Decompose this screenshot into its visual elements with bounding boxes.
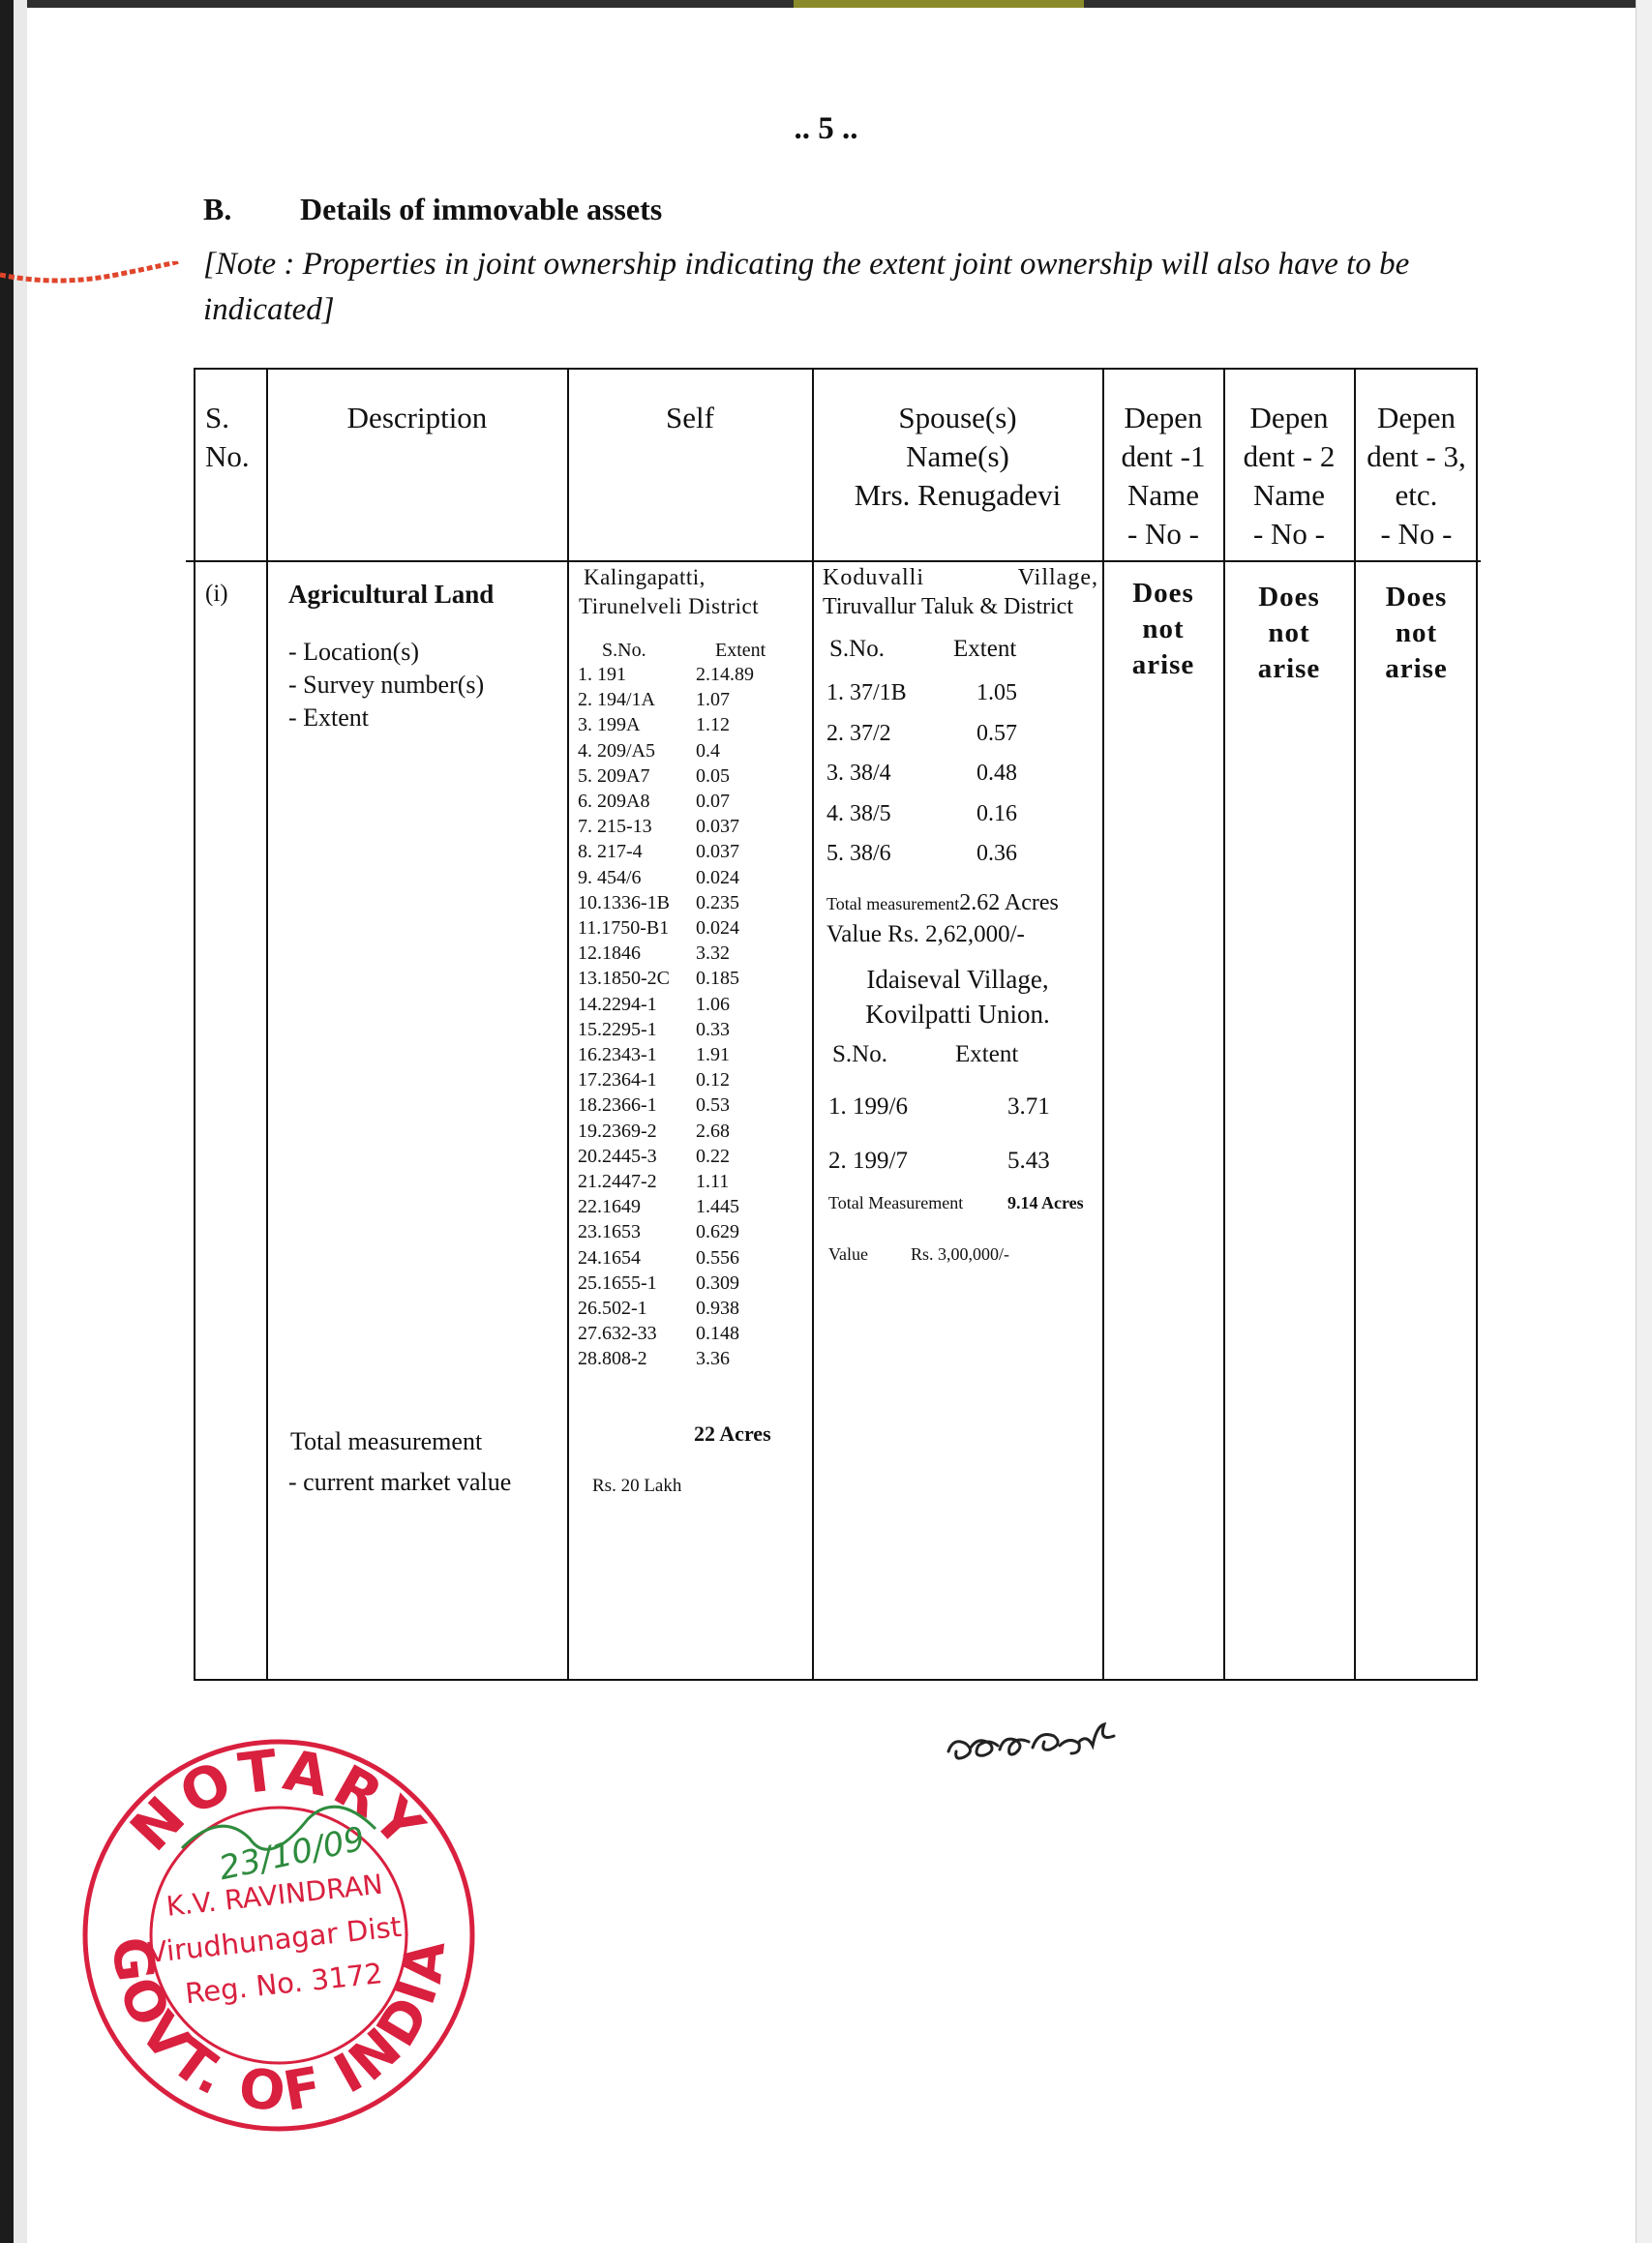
survey-number: 3. 199A	[578, 714, 641, 736]
extent-value: 0.33	[696, 1018, 730, 1040]
self-plot-row	[578, 941, 754, 966]
spouse-col-sno-2: S.No.	[832, 1041, 887, 1067]
survey-number: 15.2295-1	[578, 1018, 657, 1040]
self-value: Rs. 20 Lakh	[592, 1476, 682, 1496]
self-plot-row	[578, 662, 754, 687]
survey-number: 20.2445-3	[578, 1145, 657, 1167]
self-plot-row	[578, 1042, 754, 1067]
section-letter: B.	[203, 192, 232, 226]
spouse-col-extent-2: Extent	[955, 1041, 1019, 1067]
spouse-plot-list-2	[828, 1080, 1050, 1188]
self-plot-row	[578, 839, 754, 864]
survey-number: 12.1846	[578, 942, 641, 965]
self-total: 22 Acres	[694, 1421, 771, 1446]
self-plot-row	[578, 992, 754, 1017]
spouse-col-extent: Extent	[953, 636, 1017, 662]
survey-number: 9. 454/6	[578, 866, 642, 888]
stamp-reg: Reg. No. 3172	[183, 1957, 384, 2011]
spouse-value-2: Value Rs. 3,00,000/-	[828, 1244, 1010, 1264]
extent-value: 1.06	[696, 993, 730, 1015]
spouse-total-2: Total Measurement 9.14 Acres	[828, 1193, 1084, 1212]
spouse-plot-row	[828, 1080, 1050, 1134]
self-plot-row	[578, 1321, 754, 1346]
extent-value: 1.445	[696, 1196, 739, 1218]
extent-value: 0.024	[696, 917, 739, 940]
survey-number: 6. 209A8	[578, 791, 650, 813]
self-plot-row	[578, 1092, 754, 1118]
extent-value: 0.148	[696, 1323, 739, 1345]
stamp-top-text: NOTARY	[117, 1736, 440, 1865]
self-plot-row	[578, 966, 754, 991]
survey-number: 8. 217-4	[578, 841, 643, 863]
survey-number: 24.1654	[578, 1246, 641, 1269]
section-note: [Note : Properties in joint ownership indicating the extent joint ownership will also have to be indicated]	[203, 247, 1410, 327]
spouse-plot-row	[826, 834, 1017, 875]
extent-value: 0.309	[696, 1271, 739, 1294]
spouse-plot-row	[826, 714, 1017, 755]
survey-number: 21.2447-2	[578, 1171, 657, 1193]
spouse-plot-row	[826, 673, 1017, 714]
assets-table	[194, 368, 1478, 1681]
survey-number: 25.1655-1	[578, 1271, 657, 1294]
dependent-1-value: Does not arise	[1131, 578, 1195, 680]
self-plot-row	[578, 789, 754, 814]
self-plot-row	[578, 814, 754, 839]
notary-stamp	[75, 1732, 482, 2138]
survey-number: 5. 209A7	[578, 764, 650, 787]
market-value-label: - current market value	[288, 1468, 512, 1496]
paper-edge	[14, 0, 27, 2243]
row-category: Agricultural Land	[288, 580, 495, 609]
extent-value: 1.07	[696, 689, 730, 711]
spouse-plot-list-1	[826, 673, 1017, 875]
survey-number: 3. 38/4	[826, 761, 891, 786]
header-description: Description	[346, 401, 488, 434]
self-plot-row	[578, 1144, 754, 1169]
signature	[944, 1713, 1137, 1780]
stamp-bottom-text: GOVT. OF INDIA	[99, 1933, 459, 2125]
self-plot-row	[578, 1346, 754, 1371]
self-plot-row	[578, 1169, 754, 1194]
spouse-total-1: Total measurement2.62 Acres	[826, 890, 1059, 915]
header-spouse: Spouse(s) Name(s) Mrs. Renugadevi	[854, 401, 1062, 512]
row-fields: - Location(s) - Survey number(s) - Extent	[288, 638, 485, 732]
self-col-extent: Extent	[715, 640, 766, 661]
self-col-sno: S.No.	[602, 640, 646, 661]
self-plot-row	[578, 1296, 754, 1321]
survey-number: 27.632-33	[578, 1323, 657, 1345]
survey-number: 5. 38/6	[826, 841, 891, 866]
self-plot-row	[578, 1194, 754, 1219]
section-title: Details of immovable assets	[300, 192, 663, 226]
spouse-value-1: Value Rs. 2,62,000/-	[826, 921, 1025, 947]
survey-number: 4. 209/A5	[578, 739, 655, 762]
extent-value: 5.43	[1007, 1148, 1050, 1174]
binding-thread	[0, 261, 179, 290]
survey-number: 10.1336-1B	[578, 891, 670, 913]
self-plot-row	[578, 738, 754, 763]
survey-number: 17.2364-1	[578, 1069, 657, 1092]
self-plot-row	[578, 1219, 754, 1244]
extent-value: 0.037	[696, 816, 739, 838]
self-plot-row	[578, 763, 754, 789]
survey-number: 28.808-2	[578, 1348, 647, 1370]
survey-number: 2. 194/1A	[578, 689, 655, 711]
extent-value: 0.53	[696, 1094, 730, 1117]
section-heading	[203, 192, 662, 227]
survey-number: 2. 37/2	[826, 720, 891, 746]
extent-value: 0.556	[696, 1246, 739, 1269]
scan-left-edge	[0, 0, 14, 2243]
spouse-plot-row	[826, 794, 1017, 835]
stamp-handwritten-date: 23/10/09	[215, 1819, 369, 1889]
header-dependent-2: Depen dent - 2 Name - No -	[1243, 401, 1336, 551]
page-number: .. 5 ..	[794, 111, 858, 146]
header-dependent-1: Depen dent -1 Name - No -	[1121, 401, 1206, 551]
header-self: Self	[666, 401, 714, 434]
extent-value: 2.14.89	[696, 664, 754, 685]
spouse-village-1: Koduvalli Village, Tiruvallur Taluk & District	[823, 565, 1098, 619]
stamp-district: Virudhunagar Dist.	[146, 1908, 412, 1970]
survey-number: 16.2343-1	[578, 1044, 657, 1066]
extent-value: 0.05	[696, 764, 730, 787]
self-plot-row	[578, 890, 754, 915]
self-location: Kalingapatti, Tirunelveli District	[579, 565, 760, 618]
extent-value: 0.185	[696, 968, 739, 990]
dependent-2-value: Does not arise	[1257, 582, 1321, 684]
spouse-plot-row	[828, 1134, 1050, 1188]
self-plot-row	[578, 915, 754, 941]
extent-value: 0.037	[696, 841, 739, 863]
scan-top-edge	[0, 0, 1652, 8]
survey-number: 7. 215-13	[578, 816, 652, 838]
extent-value: 3.32	[696, 942, 730, 965]
self-plot-row	[578, 687, 754, 712]
extent-value: 0.48	[976, 761, 1017, 786]
survey-number: 14.2294-1	[578, 993, 657, 1015]
extent-value: 0.16	[976, 800, 1017, 826]
extent-value: 1.91	[696, 1044, 730, 1066]
extent-value: 0.024	[696, 866, 739, 888]
spouse-plot-row	[826, 754, 1017, 794]
extent-value: 0.12	[696, 1069, 730, 1092]
self-plot-list	[578, 662, 754, 1372]
extent-value: 0.235	[696, 891, 739, 913]
survey-number: 2. 199/7	[828, 1148, 908, 1174]
self-plot-row	[578, 1245, 754, 1271]
paper-right-edge	[1636, 0, 1652, 2243]
survey-number: 18.2366-1	[578, 1094, 657, 1117]
survey-number: 11.1750-B1	[578, 917, 670, 940]
extent-value: 0.4	[696, 739, 720, 762]
extent-value: 1.05	[976, 680, 1017, 705]
total-measurement-label: Total measurement	[290, 1427, 483, 1455]
extent-value: 0.57	[976, 720, 1017, 746]
self-plot-row	[578, 1017, 754, 1042]
extent-value: 1.11	[696, 1171, 730, 1193]
survey-number: 1. 199/6	[828, 1093, 908, 1120]
extent-value: 2.68	[696, 1120, 730, 1142]
extent-value: 0.938	[696, 1298, 739, 1320]
stamp-name: K.V. RAVINDRAN	[165, 1868, 385, 1923]
dependent-3-value: Does not arise	[1385, 582, 1448, 684]
spouse-col-sno: S.No.	[829, 636, 885, 662]
header-dependent-3: Depen dent - 3, etc. - No -	[1367, 401, 1466, 551]
survey-number: 13.1850-2C	[578, 968, 670, 990]
spouse-village-2: Idaiseval Village, Kovilpatti Union.	[865, 965, 1050, 1029]
self-plot-row	[578, 1271, 754, 1296]
extent-value: 0.22	[696, 1145, 730, 1167]
survey-number: 4. 38/5	[826, 800, 891, 826]
header-sno: S. No.	[205, 401, 250, 473]
survey-number: 1. 37/1B	[826, 680, 907, 705]
extent-value: 0.36	[976, 841, 1017, 866]
survey-number: 23.1653	[578, 1221, 641, 1243]
extent-value: 3.36	[696, 1348, 730, 1370]
survey-number: 22.1649	[578, 1196, 641, 1218]
row-index: (i)	[205, 581, 228, 607]
self-plot-row	[578, 712, 754, 737]
self-plot-row	[578, 865, 754, 890]
self-plot-row	[578, 1119, 754, 1144]
extent-value: 0.07	[696, 791, 730, 813]
survey-number: 26.502-1	[578, 1298, 647, 1320]
extent-value: 0.629	[696, 1221, 739, 1243]
self-plot-row	[578, 1067, 754, 1092]
extent-value: 3.71	[1007, 1093, 1050, 1120]
extent-value: 1.12	[696, 714, 730, 736]
survey-number: 19.2369-2	[578, 1120, 657, 1142]
survey-number: 1. 191	[578, 664, 626, 685]
